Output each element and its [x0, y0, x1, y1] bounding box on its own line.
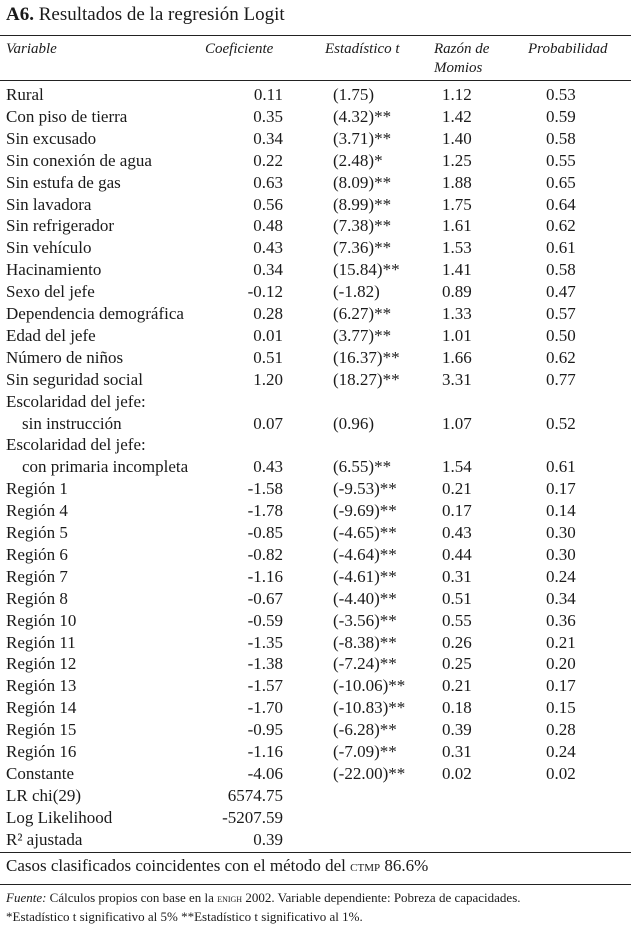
table-row: [0, 675, 631, 697]
odds-ratio-cell: 1.53: [442, 238, 472, 258]
coef-cell: 0.01: [253, 325, 283, 345]
odds-ratio-cell: 0.31: [442, 742, 472, 761]
variable-cell: R² ajustada: [6, 829, 83, 849]
variable-cell: Región 1: [6, 479, 68, 499]
variable-cell: Región 16: [6, 742, 77, 761]
source-abbr: enigh: [217, 891, 243, 905]
odds-ratio-cell: 0.02: [442, 763, 472, 783]
probability-cell: 0.61: [546, 238, 576, 258]
table-number: A6.: [6, 4, 34, 25]
variable-cell: Sin conexión de agua: [6, 150, 152, 170]
probability-cell: 0.50: [546, 325, 576, 345]
table-row: [0, 785, 631, 807]
table-row: [0, 456, 631, 478]
table-row: [0, 281, 631, 303]
probability-cell: 0.59: [546, 106, 576, 126]
odds-ratio-cell: 1.54: [442, 457, 472, 477]
odds-ratio-cell: 1.01: [442, 325, 472, 345]
table-row: [0, 237, 631, 259]
odds-ratio-cell: 0.26: [442, 632, 472, 652]
coef-cell: 0.63: [253, 172, 283, 192]
table-row: [0, 544, 631, 566]
table-row: [0, 610, 631, 632]
t-stat-cell: (-4.40)**: [333, 588, 397, 608]
odds-ratio-cell: 1.41: [442, 260, 472, 280]
t-stat-cell: (0.96): [333, 413, 375, 433]
probability-cell: 0.17: [546, 479, 576, 499]
variable-cell: Región 4: [6, 501, 68, 521]
table-row: [0, 369, 631, 391]
table-row: [0, 500, 631, 522]
table-row: [0, 741, 631, 763]
t-stat-cell: (-4.61)**: [333, 566, 397, 586]
summary-value: 86.6%: [384, 856, 429, 875]
probability-cell: 0.20: [546, 654, 576, 674]
t-stat-cell: (-9.53)**: [333, 479, 397, 499]
probability-cell: 0.62: [546, 216, 576, 236]
odds-ratio-cell: 1.40: [442, 128, 472, 148]
variable-cell: Región 5: [6, 523, 68, 542]
variable-cell: Región 8: [6, 588, 68, 608]
table-row: [0, 128, 631, 150]
probability-cell: 0.53: [546, 85, 576, 104]
coef-cell: -0.85: [247, 523, 283, 542]
coef-cell: 0.56: [253, 194, 283, 214]
odds-ratio-cell: 0.43: [442, 523, 472, 542]
variable-cell: Región 10: [6, 610, 77, 630]
table-row: [0, 150, 631, 172]
probability-cell: 0.61: [546, 457, 576, 477]
table-row: [0, 413, 631, 435]
coef-cell: 0.51: [253, 347, 283, 367]
coef-cell: 1.20: [253, 369, 283, 389]
coef-cell: -0.67: [247, 588, 283, 608]
variable-cell: Región 15: [6, 720, 77, 740]
odds-ratio-cell: 0.25: [442, 654, 472, 674]
coef-cell: 0.28: [253, 304, 283, 323]
variable-cell: Sin lavadora: [6, 194, 92, 214]
variable-cell: sin instrucción: [22, 413, 122, 433]
coef-cell: -1.16: [247, 742, 283, 761]
coef-cell: 0.48: [253, 216, 283, 236]
t-stat-cell: (6.55)**: [333, 457, 392, 477]
t-stat-cell: (8.09)**: [333, 172, 392, 192]
variable-cell: Con piso de tierra: [6, 106, 128, 126]
variable-cell: Región 6: [6, 544, 68, 564]
odds-ratio-cell: 1.25: [442, 150, 472, 170]
coef-cell: -0.59: [247, 610, 283, 630]
header-razon: [434, 40, 489, 78]
coef-cell: 0.43: [253, 238, 283, 258]
odds-ratio-cell: 0.89: [442, 282, 472, 302]
source-rest: 2002. Variable dependiente: Pobreza de capacidades.: [245, 890, 521, 905]
t-stat-cell: (-8.38)**: [333, 632, 397, 652]
variable-cell: Región 14: [6, 698, 77, 718]
t-stat-cell: (-22.00)**: [333, 763, 406, 783]
probability-cell: 0.30: [546, 544, 576, 564]
coef-cell: -5207.59: [222, 807, 283, 827]
t-stat-cell: (-10.83)**: [333, 698, 406, 718]
variable-cell: Dependencia demográfica: [6, 304, 184, 323]
table-row: [0, 215, 631, 237]
table-row: [0, 588, 631, 610]
footer-rule: [0, 884, 631, 885]
odds-ratio-cell: 1.07: [442, 413, 472, 433]
table-row: [0, 391, 631, 413]
coef-cell: -4.06: [247, 763, 283, 783]
t-stat-cell: (3.71)**: [333, 128, 392, 148]
probability-cell: 0.30: [546, 523, 576, 542]
variable-cell: Sin excusado: [6, 128, 97, 148]
t-stat-cell: (2.48)*: [333, 150, 383, 170]
odds-ratio-cell: 0.39: [442, 720, 472, 740]
probability-cell: 0.24: [546, 742, 576, 761]
variable-cell: Región 7: [6, 566, 68, 586]
table-row: [0, 303, 631, 325]
table-row: [0, 84, 631, 106]
probability-cell: 0.14: [546, 501, 576, 521]
table-row: [0, 829, 631, 851]
variable-cell: Rural: [6, 85, 44, 104]
t-stat-cell: (16.37)**: [333, 347, 400, 367]
probability-cell: 0.24: [546, 566, 576, 586]
t-stat-cell: (-4.65)**: [333, 523, 397, 542]
probability-cell: 0.57: [546, 304, 576, 323]
variable-cell: Sin refrigerador: [6, 216, 115, 236]
table-row: [0, 347, 631, 369]
odds-ratio-cell: 0.44: [442, 544, 472, 564]
probability-cell: 0.17: [546, 676, 576, 696]
summary-text: Casos clasificados coincidentes con el método del: [6, 856, 346, 875]
coef-cell: -1.70: [247, 698, 283, 718]
variable-cell: con primaria incompleta: [22, 457, 189, 477]
probability-cell: 0.15: [546, 698, 576, 718]
coef-cell: -1.57: [247, 676, 283, 696]
odds-ratio-cell: 0.17: [442, 501, 472, 521]
t-stat-cell: (6.27)**: [333, 304, 392, 323]
header-coef: Coeficiente: [205, 41, 274, 57]
coef-cell: -1.35: [247, 632, 283, 652]
t-stat-cell: (-10.06)**: [333, 676, 406, 696]
odds-ratio-cell: 0.21: [442, 676, 472, 696]
table-row: [0, 325, 631, 347]
t-stat-cell: (15.84)**: [333, 260, 400, 280]
coef-cell: -1.38: [247, 654, 283, 674]
coef-cell: 0.07: [253, 413, 283, 433]
source-text: Cálculos propios con base en la: [49, 890, 214, 905]
probability-cell: 0.02: [546, 763, 576, 783]
odds-ratio-cell: 0.55: [442, 610, 472, 630]
t-stat-cell: (3.77)**: [333, 325, 392, 345]
variable-cell: Log Likelihood: [6, 807, 113, 827]
t-stat-cell: (7.36)**: [333, 238, 392, 258]
variable-cell: Región 13: [6, 676, 77, 696]
t-stat-cell: (1.75): [333, 85, 375, 104]
table-row: [0, 719, 631, 741]
header-variable: Variable: [6, 41, 57, 57]
t-stat-cell: (-7.24)**: [333, 654, 397, 674]
t-stat-cell: (7.38)**: [333, 216, 392, 236]
coef-cell: -0.82: [247, 544, 283, 564]
variable-cell: Sin seguridad social: [6, 369, 143, 389]
probability-cell: 0.65: [546, 172, 576, 192]
probability-cell: 0.58: [546, 260, 576, 280]
table-row: [0, 566, 631, 588]
table-row: [0, 632, 631, 654]
header-t: Estadístico t: [325, 41, 400, 57]
table-row: [0, 763, 631, 785]
t-stat-cell: (-3.56)**: [333, 610, 397, 630]
coef-cell: 0.39: [253, 829, 283, 849]
significance-note: *Estadístico t significativo al 5% **Estadístico t significativo al 1%.: [6, 909, 363, 924]
summary-abbr: ctmp: [350, 859, 381, 875]
coef-cell: 0.43: [253, 457, 283, 477]
probability-cell: 0.77: [546, 369, 576, 389]
header-razon-line1: Razón de: [434, 41, 490, 57]
coef-cell: -1.58: [247, 479, 283, 499]
t-stat-cell: (18.27)**: [333, 369, 400, 389]
variable-cell: Región 12: [6, 654, 77, 674]
odds-ratio-cell: 1.75: [442, 194, 472, 214]
variable-cell: Edad del jefe: [6, 325, 96, 345]
t-stat-cell: (4.32)**: [333, 106, 392, 126]
variable-cell: Número de niños: [6, 347, 124, 367]
probability-cell: 0.55: [546, 150, 576, 170]
header-prob: Probabilidad: [528, 41, 608, 57]
t-stat-cell: (8.99)**: [333, 194, 392, 214]
probability-cell: 0.62: [546, 347, 576, 367]
coef-cell: 0.34: [253, 260, 283, 280]
table-row: [0, 434, 631, 456]
coef-cell: -0.12: [247, 282, 283, 302]
variable-cell: Sin vehículo: [6, 238, 92, 258]
variable-cell: LR chi(29): [6, 785, 82, 805]
odds-ratio-cell: 0.51: [442, 588, 472, 608]
table-title-text: Resultados de la regresión Logit: [38, 4, 285, 25]
coef-cell: 0.22: [253, 150, 283, 170]
variable-cell: Sexo del jefe: [6, 282, 95, 302]
table-row: [0, 478, 631, 500]
probability-cell: 0.47: [546, 282, 576, 302]
variable-cell: Escolaridad del jefe:: [6, 435, 146, 455]
variable-cell: Sin estufa de gas: [6, 172, 121, 192]
coef-cell: -1.78: [247, 501, 283, 521]
odds-ratio-cell: 1.88: [442, 172, 472, 192]
coef-cell: -0.95: [247, 720, 283, 740]
probability-cell: 0.34: [546, 588, 576, 608]
odds-ratio-cell: 0.21: [442, 479, 472, 499]
table-row: [0, 172, 631, 194]
odds-ratio-cell: 0.18: [442, 698, 472, 718]
odds-ratio-cell: 1.42: [442, 106, 472, 126]
probability-cell: 0.52: [546, 413, 576, 433]
table-row: [0, 653, 631, 675]
odds-ratio-cell: 3.31: [442, 369, 472, 389]
probability-cell: 0.58: [546, 128, 576, 148]
table-row: [0, 259, 631, 281]
t-stat-cell: (-9.69)**: [333, 501, 397, 521]
table-row: [0, 194, 631, 216]
variable-cell: Constante: [6, 763, 74, 783]
table-row: [0, 522, 631, 544]
probability-cell: 0.36: [546, 610, 576, 630]
table-title: [6, 4, 285, 26]
t-stat-cell: (-6.28)**: [333, 720, 397, 740]
probability-cell: 0.21: [546, 632, 576, 652]
summary-line: [6, 856, 428, 876]
odds-ratio-cell: 1.61: [442, 216, 472, 236]
odds-ratio-cell: 1.33: [442, 304, 472, 323]
coef-cell: 0.35: [253, 106, 283, 126]
probability-cell: 0.28: [546, 720, 576, 740]
coef-cell: 0.34: [253, 128, 283, 148]
body-rule: [0, 852, 631, 853]
t-stat-cell: (-1.82): [333, 282, 380, 302]
source-label: Fuente:: [6, 890, 47, 905]
source-note: [6, 890, 521, 906]
table-row: [0, 106, 631, 128]
probability-cell: 0.64: [546, 194, 576, 214]
table-row: [0, 807, 631, 829]
variable-cell: Región 11: [6, 632, 76, 652]
top-rule: [0, 35, 631, 36]
coef-cell: 6574.75: [227, 785, 283, 805]
table-row: [0, 697, 631, 719]
odds-ratio-cell: 1.12: [442, 85, 472, 104]
variable-cell: Escolaridad del jefe:: [6, 391, 146, 411]
coef-cell: 0.11: [253, 85, 283, 104]
odds-ratio-cell: 1.66: [442, 347, 472, 367]
variable-cell: Hacinamiento: [6, 260, 102, 280]
t-stat-cell: (-4.64)**: [333, 544, 397, 564]
header-rule: [0, 80, 631, 81]
odds-ratio-cell: 0.31: [442, 566, 472, 586]
header-razon-line2: Momios: [434, 60, 483, 76]
coef-cell: -1.16: [247, 566, 283, 586]
t-stat-cell: (-7.09)**: [333, 742, 397, 761]
